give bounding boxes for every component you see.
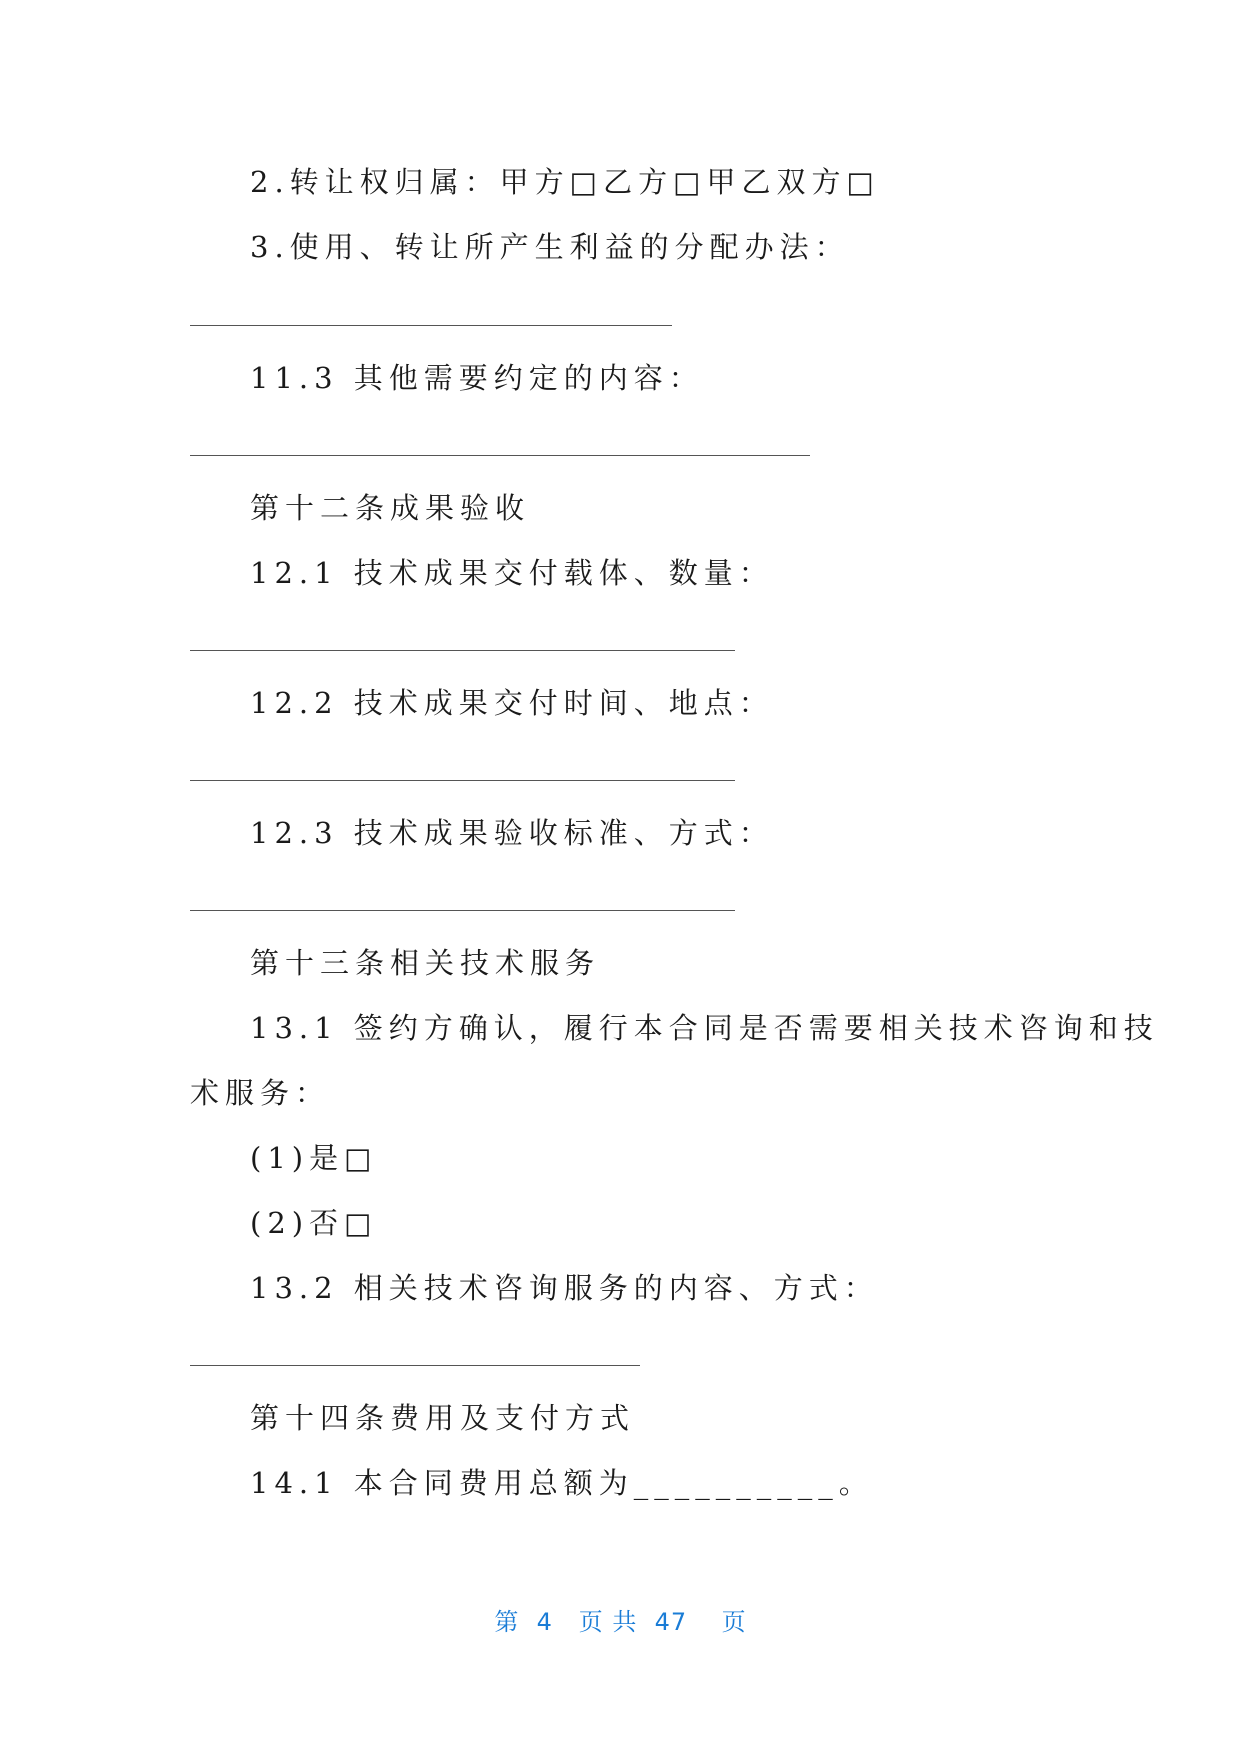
blank-rule [190,455,810,456]
text-line-transfer-right: 2.转让权归属：甲方□乙方□甲乙双方□ [250,165,880,199]
text-line-benefit-distribution: 3.使用、转让所产生利益的分配办法： [250,230,850,264]
blank-rule [190,1365,640,1366]
blank-rule [190,325,672,326]
section-heading-12: 第十二条成果验收 [250,491,531,525]
text-line-12-2: 12.2 技术成果交付时间、地点： [250,686,774,720]
option-yes: (1)是□ [250,1141,378,1175]
text-line-13-2: 13.2 相关技术咨询服务的内容、方式： [250,1271,879,1305]
section-heading-13: 第十三条相关技术服务 [250,946,601,980]
option-no: (2)否□ [250,1206,378,1240]
blank-rule [190,780,735,781]
text-line-12-1: 12.1 技术成果交付载体、数量： [250,556,774,590]
text-line-12-3: 12.3 技术成果验收标准、方式： [250,816,774,850]
text-line-13-1-continued: 术服务： [190,1076,331,1110]
text-line-14-1: 14.1 本合同费用总额为__________。 [250,1466,874,1500]
text-line-13-1: 13.1 签约方确认，履行本合同是否需要相关技术咨询和技 [250,1011,1159,1045]
page-number-footer: 第 4 页 共 47 页 [494,1608,747,1636]
text-line-11-3: 11.3 其他需要约定的内容： [250,361,704,395]
section-heading-14: 第十四条费用及支付方式 [250,1401,636,1435]
blank-rule [190,910,735,911]
blank-rule [190,650,735,651]
